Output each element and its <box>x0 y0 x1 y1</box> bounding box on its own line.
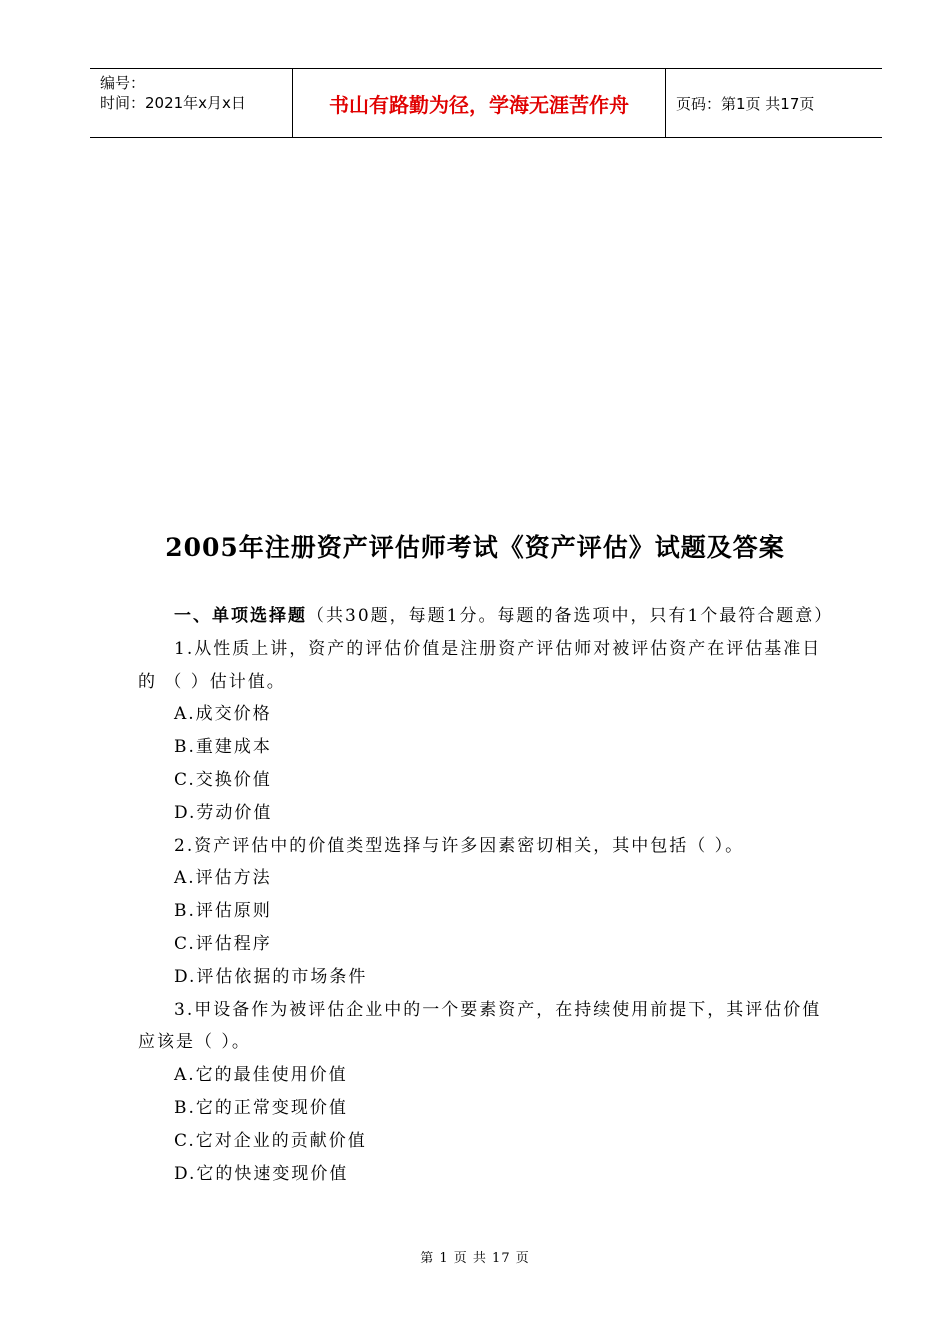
question-stem: 3.甲设备作为被评估企业中的一个要素资产，在持续使用前提下，其评估价值应该是（ ）。 <box>138 999 822 1053</box>
date-label: 时间：2021年x月x日 <box>100 94 246 112</box>
question-option: A.它的最佳使用价值 <box>174 1065 348 1086</box>
header-divider <box>665 69 666 137</box>
question-option: C.评估程序 <box>174 933 272 954</box>
question-stem: 2.资产评估中的价值类型选择与许多因素密切相关，其中包括（ ）。 <box>174 835 745 856</box>
question-option: B.重建成本 <box>174 737 272 758</box>
section-intro <box>138 600 838 633</box>
question-option: B.评估原则 <box>174 901 272 922</box>
question-stem: 1.从性质上讲，资产的评估价值是注册资产评估师对被评估资产在评估基准日的 （ ）估计值。 <box>138 638 822 692</box>
number-label: 编号： <box>100 74 146 92</box>
document-body <box>138 600 838 1190</box>
page-footer: 第 1 页 共 17 页 <box>420 1251 530 1266</box>
question-option: D.它的快速变现价值 <box>174 1163 349 1184</box>
header-motto: 书山有路勤为径，学海无涯苦作舟 <box>329 92 629 117</box>
question-option: C.交换价值 <box>174 769 272 790</box>
question-option: C.它对企业的贡献价值 <box>174 1130 367 1151</box>
question-option: A.评估方法 <box>174 868 272 889</box>
question-option: D.劳动价值 <box>174 802 273 823</box>
question-option: B.它的正常变现价值 <box>174 1097 348 1118</box>
section-heading: 一、单项选择题 <box>174 606 307 626</box>
header-table <box>90 68 882 138</box>
header-meta-cell <box>90 69 292 137</box>
section-description: （共30题，每题1分。每题的备选项中，只有1个最符合题意） <box>307 606 834 626</box>
header-page-info: 页码：第1页 共17页 <box>676 94 815 113</box>
question-option: A.成交价格 <box>174 704 272 725</box>
question-option: D.评估依据的市场条件 <box>174 966 368 987</box>
document-title: 2005年注册资产评估师考试《资产评估》试题及答案 <box>165 533 785 562</box>
